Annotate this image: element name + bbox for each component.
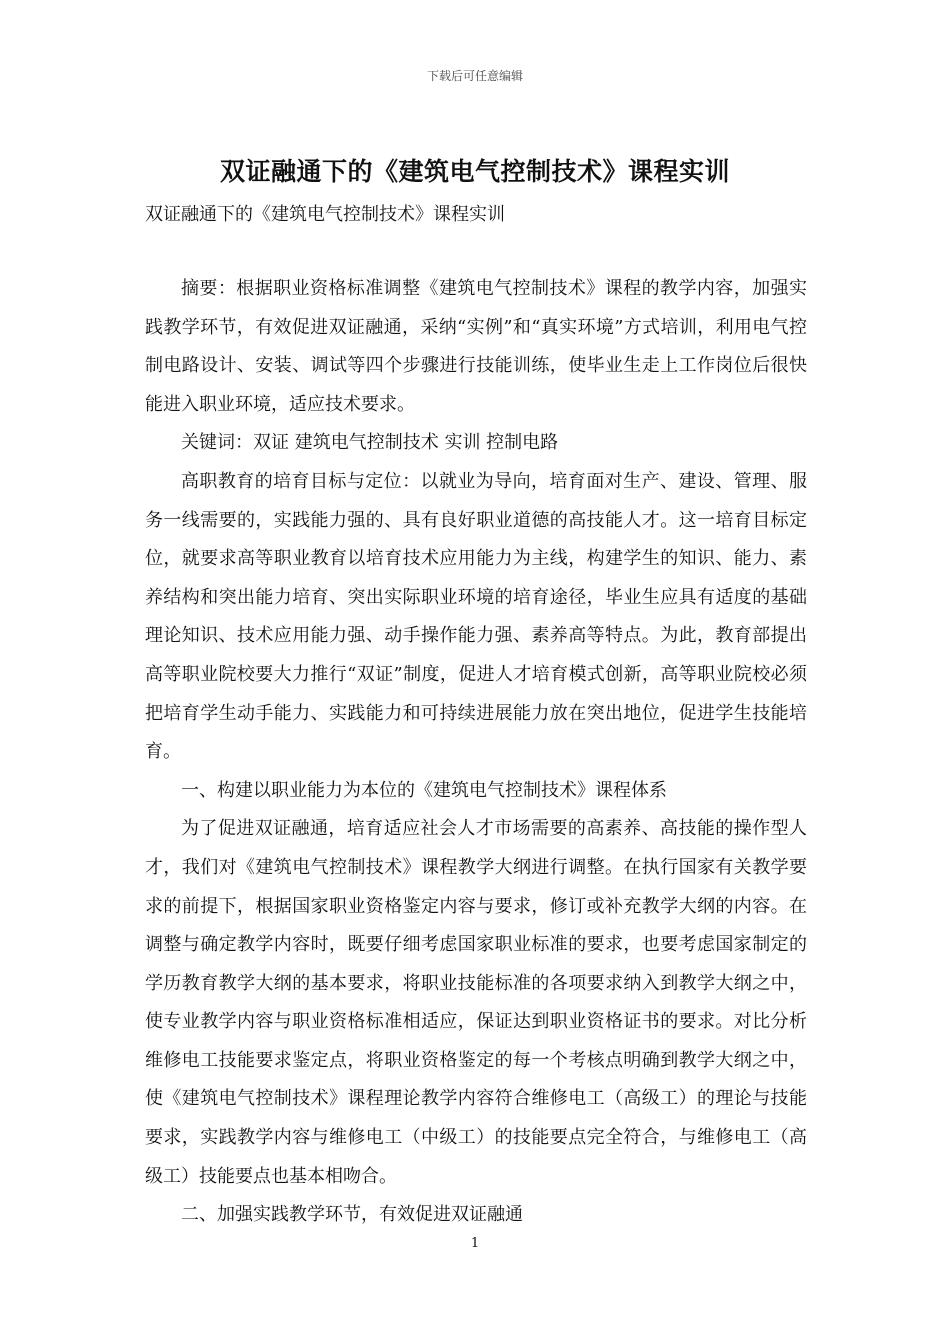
section-heading-2: 二、加强实践教学环节，有效促进双证融通 (181, 1204, 523, 1226)
document-subtitle: 双证融通下的《建筑电气控制技术》课程实训 (145, 204, 505, 225)
abstract-paragraph: 摘要：根据职业资格标准调整《建筑电气控制技术》课程的教学内容，加强实践教学环节，有效促进双证融通，采纳“实例”和“真实环境”方式培训，利用电气控制电路设计、安装、调试等四个步骤进行技能训练，使毕业生走上工作岗位后很快能进入职业环境，适应技术要求。 (145, 278, 807, 415)
section-1-paragraph: 为了促进双证融通，培育适应社会人才市场需要的高素养、高技能的操作型人才，我们对《建筑电气控制技术》课程教学大纲进行调整。在执行国家有关教学要求的前提下，根据国家职业资格鉴定内容与要求，修订或补充教学大纲的内容。在调整与确定教学内容时，既要仔细考虑国家职业标准的要求，也要考虑国家制定的学历教育教学大纲的基本要求，将职业技能标准的各项要求纳入到教学大纲之中，使专业教学内容与职业资格标准相适应，保证达到职业资格证书的要求。对比分析维修电工技能要求鉴定点，将职业资格鉴定的每一个考核点明确到教学大纲之中，使《建筑电气控制技术》课程理论教学内容符合维修电工（高级工）的理论与技能要求，实践教学内容与维修电工（中级工）的技能要点完全符合，与维修电工（高级工）技能要点也基本相吻合。 (145, 818, 807, 1187)
document-body (145, 270, 807, 1235)
document-title: 双证融通下的《建筑电气控制技术》课程实训 (219, 157, 730, 186)
header-note: 下载后可任意编辑 (426, 69, 523, 83)
keywords-paragraph: 关键词：双证 建筑电气控制技术 实训 控制电路 (181, 432, 559, 454)
intro-paragraph: 高职教育的培育目标与定位：以就业为导向，培育面对生产、建设、管理、服务一线需要的，实践能力强的、具有良好职业道德的高技能人才。这一培育目标定位，就要求高等职业教育以培育技术应用能力为主线，构建学生的知识、能力、素养结构和突出能力培育、突出实际职业环境的培育途径，毕业生应具有适度的基础理论知识、技术应用能力强、动手操作能力强、素养高等特点。为此，教育部提出高等职业院校要大力推行“双证”制度，促进人才培育模式创新，高等职业院校必须把培育学生动手能力、实践能力和可持续进展能力放在突出地位，促进学生技能培育。 (145, 470, 807, 763)
section-heading-1: 一、构建以职业能力为本位的《建筑电气控制技术》课程体系 (181, 779, 667, 801)
page-number: 1 (470, 1236, 480, 1251)
